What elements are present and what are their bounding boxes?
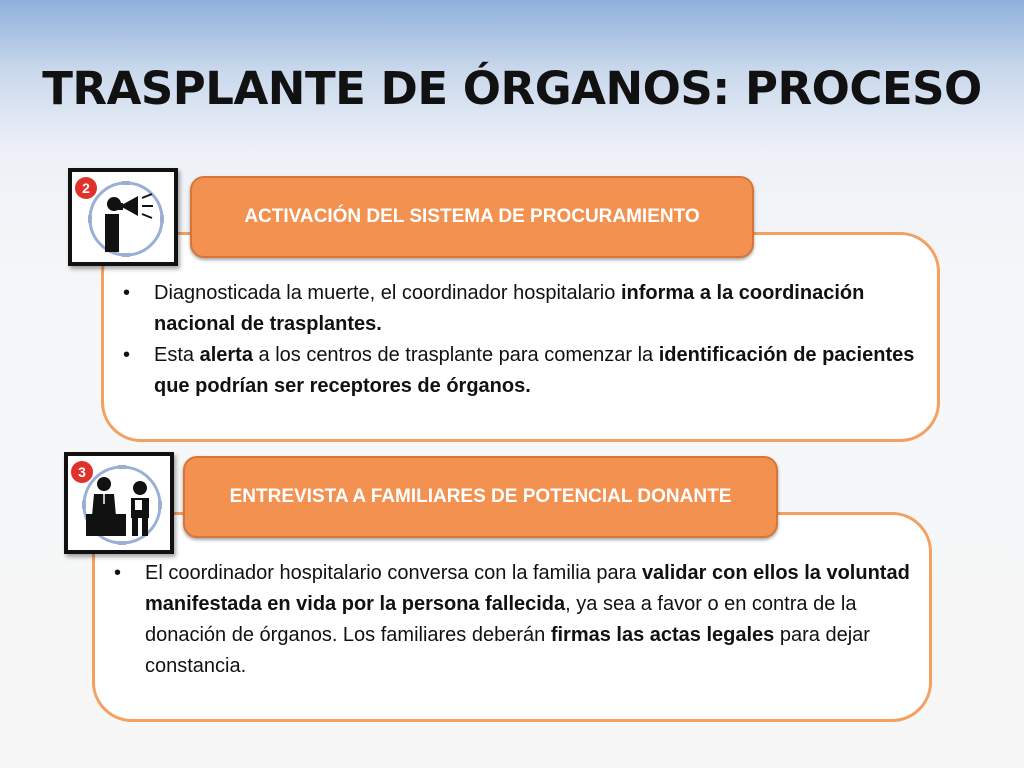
bullet-dot: • xyxy=(123,344,131,366)
bullet-dot: • xyxy=(114,562,122,584)
interview-icon xyxy=(68,456,170,550)
bullet-dot: • xyxy=(123,282,131,304)
step-3-number: 3 xyxy=(78,464,86,480)
bullet-text: , ya sea a favor o en contra de la donación de órganos. Los familiares deberán xyxy=(145,593,857,646)
bullet-text: El coordinador hospitalario conversa con la familia para xyxy=(145,562,642,584)
step-2-heading: ACTIVACIÓN DEL SISTEMA DE PROCURAMIENTO xyxy=(190,176,754,258)
bullet-bold-text: firmas las actas legales xyxy=(550,624,775,646)
list-item xyxy=(117,340,917,402)
bullet-bold-text: informa a la coordinación nacional de trasplantes. xyxy=(154,282,865,335)
megaphone-icon xyxy=(72,172,174,262)
bullet-bold-text: validar con ellos la voluntad manifestada en vida por la persona fallecida xyxy=(145,562,910,615)
bullet-text: Diagnosticada la muerte, el coordinador hospitalario xyxy=(154,282,621,304)
bullet-text: para dejar constancia. xyxy=(145,624,870,677)
bullet-text: Esta xyxy=(154,344,200,366)
step-3-bullet-list xyxy=(108,558,916,682)
step-2-icon-box xyxy=(68,168,178,266)
bullet-bold-text: alerta xyxy=(199,344,253,366)
bullet-bold-text: identificación de pacientes que podrían ser receptores de órganos. xyxy=(154,344,915,397)
list-item xyxy=(108,558,916,682)
step-3-icon-box xyxy=(64,452,174,554)
page-title: TRASPLANTE DE ÓRGANOS: PROCESO xyxy=(42,62,982,115)
step-2-bullet-list xyxy=(117,278,917,402)
list-item xyxy=(117,278,917,340)
step-3-heading: ENTREVISTA A FAMILIARES DE POTENCIAL DONANTE xyxy=(183,456,778,538)
step-2-number: 2 xyxy=(82,180,90,196)
bullet-text: a los centros de trasplante para comenzar la xyxy=(252,344,659,366)
